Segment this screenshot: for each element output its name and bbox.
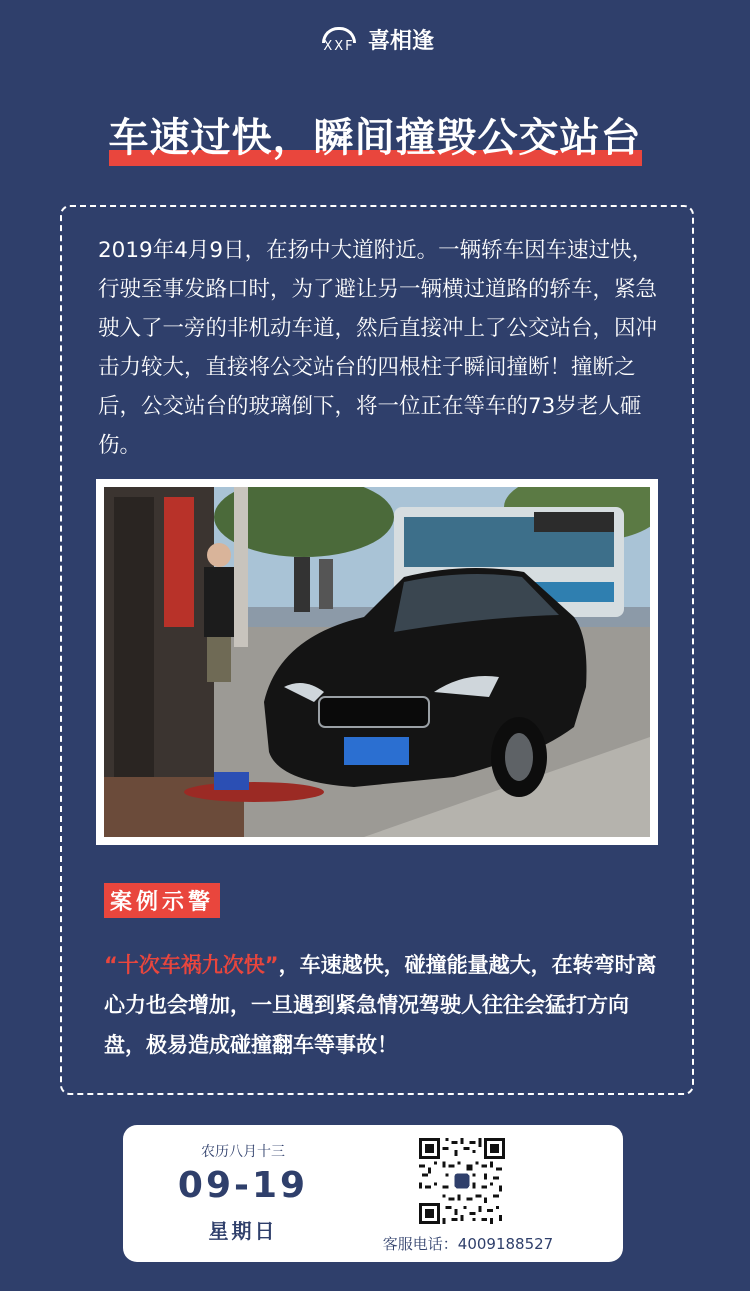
brand-name: 喜相逢 <box>367 29 434 54</box>
weekday: 星期日 <box>208 1219 278 1243</box>
qr-code-icon <box>419 1138 505 1224</box>
page-title-text: 车速过快，瞬间撞毁公交站台 <box>108 115 642 161</box>
title-section <box>0 112 750 164</box>
page-title <box>109 112 642 164</box>
lunar-date: 农历八月十三 <box>201 1144 285 1160</box>
advice-paragraph <box>104 945 664 1065</box>
accident-photo <box>96 479 658 845</box>
brand-logo <box>0 24 750 55</box>
content-panel <box>60 205 694 1095</box>
date: 09-19 <box>177 1165 309 1206</box>
case-warning-label: 案例示警 <box>104 883 220 918</box>
logo-letters: XXF <box>323 38 355 54</box>
footer-card <box>123 1125 623 1262</box>
customer-service-phone[interactable]: 客服电话：4009188527 <box>382 1235 554 1253</box>
advice-quote: “十次车祸九次快” <box>104 953 279 977</box>
accident-photo-illustration <box>104 487 650 837</box>
logo-arc-icon <box>316 27 362 53</box>
story-paragraph: 2019年4月9日，在扬中大道附近。一辆轿车因车速过快，行驶至事发路口时，为了避让另一辆横过道路的轿车，紧急驶入了一旁的非机动车道，然后直接冲上了公交站台，因冲击力较大，直接将公交站台的四根柱子瞬间撞断！撞断之后，公交站台的玻璃倒下，将一位正在等车的73岁老人砸伤。 <box>98 238 658 458</box>
advice-text: ，车速越快，碰撞能量越大，在转弯时离心力也会增加，一旦遇到紧急情况驾驶人往往会猛打方向盘，极易造成碰撞翻车等事故！ <box>104 953 657 1057</box>
